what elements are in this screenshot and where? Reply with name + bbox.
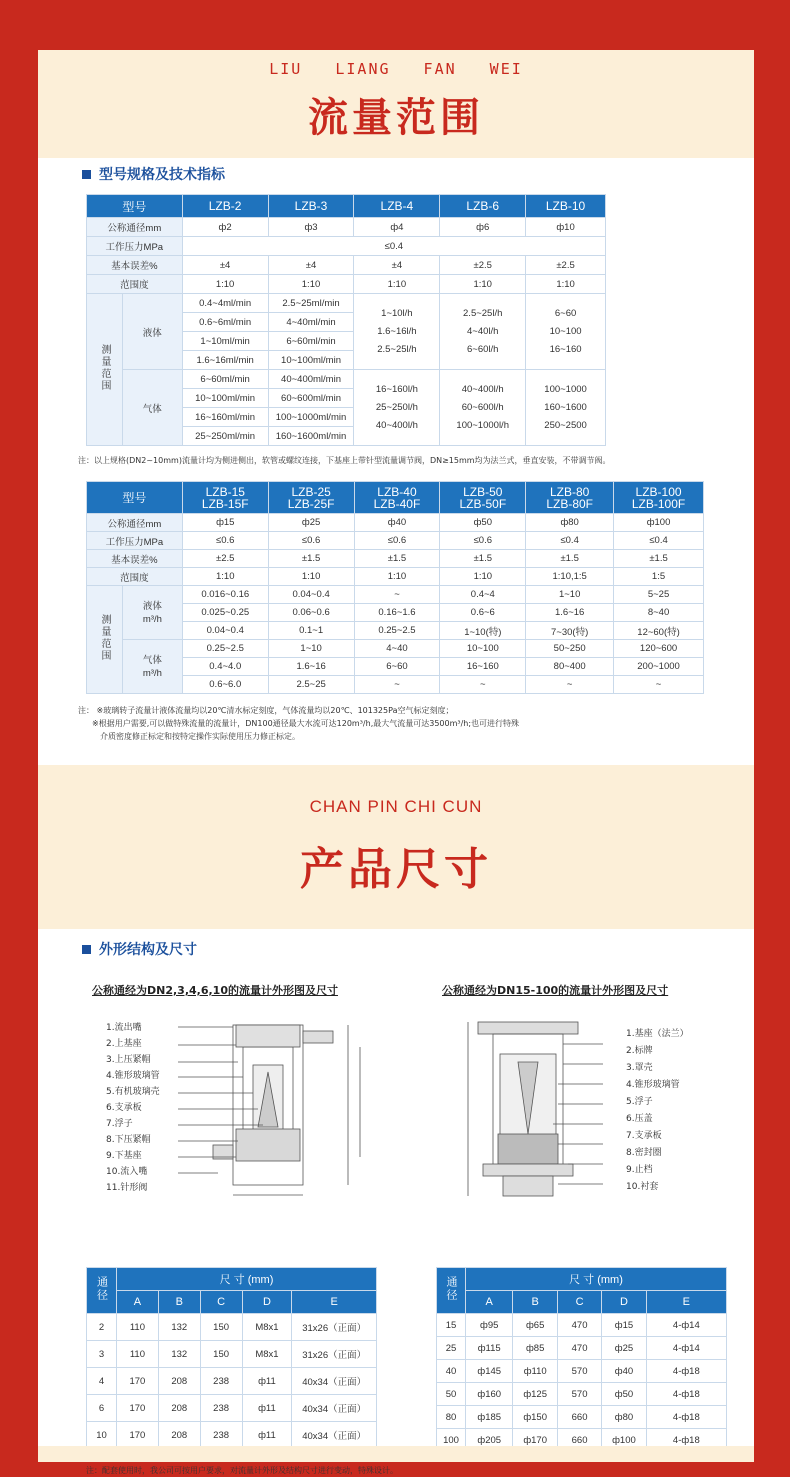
cell: ф3: [268, 218, 354, 237]
section-pinyin: CHAN PIN CHI CUN: [309, 797, 483, 816]
cell: 1:5: [614, 568, 704, 586]
section-pinyin: LIU LIANG FAN WEI: [269, 60, 523, 78]
cell: 170: [116, 1395, 158, 1422]
cell: ~: [354, 586, 440, 604]
header-cell: LZB-6: [440, 195, 526, 218]
cell: 208: [158, 1368, 200, 1395]
cell: 160~1600ml/min: [268, 427, 354, 446]
part-label: 2.标牌: [626, 1046, 653, 1056]
cell: ф185: [466, 1406, 513, 1429]
cell: 50~250: [526, 640, 614, 658]
cell: 1:10: [354, 275, 440, 294]
cell: 16~160ml/min: [182, 408, 268, 427]
cell: 4: [87, 1368, 117, 1395]
table-row: [87, 370, 606, 389]
cell: ≤0.4: [526, 532, 614, 550]
cell: 170: [116, 1368, 158, 1395]
cell: 1:10: [354, 568, 440, 586]
cell: 0.04~0.4: [182, 622, 268, 640]
header-cell: LZB-25 LZB-25F: [268, 482, 354, 514]
part-label: 8.下压紧帽: [106, 1135, 151, 1145]
spec-heading: [82, 164, 714, 184]
table-row: [437, 1337, 727, 1360]
dimension-table-small: [86, 1267, 377, 1449]
table-row: [87, 218, 606, 237]
cell: ф50: [440, 514, 526, 532]
cell: 40~400l/h 60~600l/h 100~1000l/h: [440, 370, 526, 446]
part-label: 11.针形阀: [106, 1183, 148, 1193]
right-parts-list: [626, 1026, 689, 1196]
part-label: 10.流入嘴: [106, 1167, 148, 1177]
cell: 2: [87, 1314, 117, 1341]
cell: 110: [116, 1314, 158, 1341]
cell: 2.5~25: [268, 676, 354, 694]
cell: 4-ф14: [646, 1337, 726, 1360]
cell: 0.016~0.16: [182, 586, 268, 604]
cell: 3: [87, 1341, 117, 1368]
part-label: 6.支承板: [106, 1103, 142, 1113]
header-cell: LZB-3: [268, 195, 354, 218]
cell: 6~60: [354, 658, 440, 676]
header-cell: LZB-10: [526, 195, 606, 218]
header-cell: D: [242, 1291, 292, 1314]
cell: ф4: [354, 218, 440, 237]
part-label: 2.上基座: [106, 1039, 142, 1049]
header-cell: E: [292, 1291, 377, 1314]
part-label: 1.流出嘴: [106, 1023, 142, 1033]
cell: 238: [200, 1395, 242, 1422]
cell: ≤0.6: [182, 532, 268, 550]
cell: 660: [557, 1406, 601, 1429]
cell: 1.6~16ml/min: [182, 351, 268, 370]
table-row: [87, 1368, 377, 1395]
cell: 0.25~2.5: [182, 640, 268, 658]
cell: ф11: [242, 1422, 292, 1449]
cell: 1~10: [268, 640, 354, 658]
cell: 0.6~6.0: [182, 676, 268, 694]
part-label: 1.基座（法兰）: [626, 1029, 689, 1039]
cell: ~: [440, 676, 526, 694]
row-label: 基本误差%: [87, 256, 183, 275]
cell: 1:10: [526, 275, 606, 294]
cell: ±2.5: [526, 256, 606, 275]
cell: 4-ф18: [646, 1383, 726, 1406]
dimension-table-large: [436, 1267, 727, 1452]
square-bullet-icon: [82, 945, 91, 954]
row-label: 基本误差%: [87, 550, 183, 568]
cell: ±1.5: [526, 550, 614, 568]
cell: ф100: [614, 514, 704, 532]
row-label: 范围度: [87, 275, 183, 294]
cell: 1:10: [268, 568, 354, 586]
cell: 1:10: [440, 568, 526, 586]
part-label: 5.浮子: [626, 1097, 653, 1107]
cell: 1.6~16: [268, 658, 354, 676]
table-row: [437, 1383, 727, 1406]
cell: 40x34（正面）: [292, 1395, 377, 1422]
part-label: 7.支承板: [626, 1131, 662, 1141]
row-label: 工作压力MPa: [87, 532, 183, 550]
cell: 4~40: [354, 640, 440, 658]
header-cell: LZB-40 LZB-40F: [354, 482, 440, 514]
cell: 25: [437, 1337, 466, 1360]
cell: ф150: [513, 1406, 558, 1429]
cell: ±1.5: [268, 550, 354, 568]
liquid-label: 液体 m³/h: [122, 586, 182, 640]
cell: 4-ф14: [646, 1314, 726, 1337]
cell: ±4: [268, 256, 354, 275]
cell: 110: [116, 1341, 158, 1368]
cell: ≤0.6: [268, 532, 354, 550]
cell: 100~1000ml/min: [268, 408, 354, 427]
cell: 0.25~2.5: [354, 622, 440, 640]
small-flowmeter-drawing: [178, 1017, 368, 1202]
header-cell: LZB-15 LZB-15F: [182, 482, 268, 514]
cell: ф2: [182, 218, 268, 237]
cell: 2.5~25l/h 4~40l/h 6~60l/h: [440, 294, 526, 370]
table-header-row: [87, 195, 606, 218]
cell: 1~10ml/min: [182, 332, 268, 351]
cell: ~: [526, 676, 614, 694]
table2-note-2: ※根据用户需要,可以做特殊流量的流量计，DN100通径最大水流可达120m³/h,最大气流量可达3500m³/h;也可进行特殊: [92, 719, 520, 728]
cell: ф205: [466, 1429, 513, 1452]
cell: 0.16~1.6: [354, 604, 440, 622]
cell: ф25: [268, 514, 354, 532]
flow-range-banner: [38, 50, 754, 158]
cell: 5~25: [614, 586, 704, 604]
cell: ф170: [513, 1429, 558, 1452]
cell: 100~1000 160~1600 250~2500: [526, 370, 606, 446]
cell: 1~10l/h 1.6~16l/h 2.5~25l/h: [354, 294, 440, 370]
large-flowmeter-drawing: [458, 1014, 608, 1204]
cell: ф40: [602, 1360, 647, 1383]
header-cell: B: [513, 1291, 558, 1314]
spec-heading-text: 型号规格及技术指标: [99, 167, 225, 183]
table-row: [437, 1314, 727, 1337]
cell: 660: [557, 1429, 601, 1452]
table-row: [87, 568, 704, 586]
cell: 16~160l/h 25~250l/h 40~400l/h: [354, 370, 440, 446]
cell: 470: [557, 1314, 601, 1337]
table-header-row: [437, 1268, 727, 1291]
cell: 7~30(特): [526, 622, 614, 640]
gas-label: 气体 m³/h: [122, 640, 182, 694]
cell: 1:10,1:5: [526, 568, 614, 586]
part-label: 8.密封圈: [626, 1148, 662, 1158]
cell: 0.6~6: [440, 604, 526, 622]
cell: ф25: [602, 1337, 647, 1360]
section-title: 产品尺寸: [300, 844, 492, 895]
cell: ±4: [182, 256, 268, 275]
table-header-row: [87, 1268, 377, 1291]
cell: 0.4~4.0: [182, 658, 268, 676]
table-row: [87, 294, 606, 313]
table-header-row: [87, 1291, 377, 1314]
table-header-row: [87, 482, 704, 514]
cell: 40x34（正面）: [292, 1368, 377, 1395]
dimensions-banner: [38, 765, 754, 929]
cell: 12~60(特): [614, 622, 704, 640]
cell: 0.06~0.6: [268, 604, 354, 622]
cell: 1:10: [268, 275, 354, 294]
cell: 150: [200, 1314, 242, 1341]
cell: 10~100ml/min: [268, 351, 354, 370]
table-row: [87, 1422, 377, 1449]
cell: 0.4~4: [440, 586, 526, 604]
header-cell: E: [646, 1291, 726, 1314]
table2-note-3: 介质密度修正标定和按特定操作实际使用压力修正标定。: [100, 732, 300, 741]
cell: M8x1: [242, 1341, 292, 1368]
cell: 10~100: [440, 640, 526, 658]
part-label: 5.有机玻璃壳: [106, 1087, 160, 1097]
cell: ф110: [513, 1360, 558, 1383]
cell: ф85: [513, 1337, 558, 1360]
cell: 16~160: [440, 658, 526, 676]
part-label: 4.锥形玻璃管: [626, 1080, 680, 1090]
cell: 15: [437, 1314, 466, 1337]
cell: 1:10: [182, 275, 268, 294]
part-label: 9.下基座: [106, 1151, 142, 1161]
cell: ф6: [440, 218, 526, 237]
cell: 238: [200, 1368, 242, 1395]
cell: 40: [437, 1360, 466, 1383]
cell: ф100: [602, 1429, 647, 1452]
corner-header: 通径: [87, 1268, 117, 1314]
table-header-row: [437, 1291, 727, 1314]
square-bullet-icon: [82, 170, 91, 179]
cell: ф80: [602, 1406, 647, 1429]
cell: 2.5~25ml/min: [268, 294, 354, 313]
header-cell: LZB-4: [354, 195, 440, 218]
cell: ф115: [466, 1337, 513, 1360]
cell: 10: [87, 1422, 117, 1449]
cell: M8x1: [242, 1314, 292, 1341]
part-label: 4.锥形玻璃管: [106, 1071, 160, 1081]
left-diagram-caption: 公称通经为DN2,3,4,6,10的流量计外形图及尺寸: [92, 984, 338, 997]
cell: 1:10: [182, 568, 268, 586]
header-cell: LZB-80 LZB-80F: [526, 482, 614, 514]
cell: 1:10: [440, 275, 526, 294]
header-cell: 尺 寸 (mm): [466, 1268, 727, 1291]
row-label: 公称通径mm: [87, 218, 183, 237]
cell: ф145: [466, 1360, 513, 1383]
cell: 1~10: [526, 586, 614, 604]
cell: 31x26（正面）: [292, 1341, 377, 1368]
cell: 150: [200, 1341, 242, 1368]
table-row: [87, 1341, 377, 1368]
cell: 8~40: [614, 604, 704, 622]
cell: 208: [158, 1395, 200, 1422]
table-row: [437, 1360, 727, 1383]
part-label: 3.上压紧帽: [106, 1055, 151, 1065]
table-row: [87, 275, 606, 294]
dim-heading: [82, 939, 197, 959]
table-row: [87, 1314, 377, 1341]
cell: ±1.5: [440, 550, 526, 568]
row-label: 范围度: [87, 568, 183, 586]
cell: 1~10(特): [440, 622, 526, 640]
cell: 40~400ml/min: [268, 370, 354, 389]
cell: 170: [116, 1422, 158, 1449]
cell: 0.4~4ml/min: [182, 294, 268, 313]
cell: ±1.5: [354, 550, 440, 568]
spec-table-large: [86, 481, 704, 694]
cell: 0.025~0.25: [182, 604, 268, 622]
header-cell: C: [200, 1291, 242, 1314]
cell: ≤0.4: [614, 532, 704, 550]
dim-heading-text: 外形结构及尺寸: [99, 942, 197, 958]
cell: ±2.5: [182, 550, 268, 568]
table-row: [87, 256, 606, 275]
table1-note: 注：以上规格(DN2~10mm)流量计均为侧进侧出，软管或螺纹连接，下基座上带针型流量调节阀，DN≥15mm均为法兰式，垂直安装，不带调节阀。: [78, 456, 611, 465]
cell: 120~600: [614, 640, 704, 658]
cell: 4-ф18: [646, 1360, 726, 1383]
cell: 200~1000: [614, 658, 704, 676]
table-row: [87, 532, 704, 550]
header-cell: D: [602, 1291, 647, 1314]
header-cell: LZB-2: [182, 195, 268, 218]
section-title: 流量范围: [308, 94, 484, 141]
cell: 0.1~1: [268, 622, 354, 640]
header-cell: LZB-50 LZB-50F: [440, 482, 526, 514]
cell: 60~600ml/min: [268, 389, 354, 408]
cell: 80: [437, 1406, 466, 1429]
header-cell: A: [466, 1291, 513, 1314]
part-label: 7.浮子: [106, 1119, 133, 1129]
cell: 40x34（正面）: [292, 1422, 377, 1449]
left-parts-list: [106, 1020, 160, 1196]
cell: 1.6~16: [526, 604, 614, 622]
part-label: 3.罩壳: [626, 1063, 653, 1073]
right-diagram-caption: 公称通经为DN15-100的流量计外形图及尺寸: [442, 984, 669, 997]
cell: ≤0.6: [440, 532, 526, 550]
cell: 80~400: [526, 658, 614, 676]
cell: 6~60ml/min: [182, 370, 268, 389]
cell: 470: [557, 1337, 601, 1360]
cell: 6: [87, 1395, 117, 1422]
measure-range-label: 测量范围: [87, 294, 123, 446]
table2-note-1: 注： ※玻璃转子流量计液体流量均以20℃清水标定刻度，气体流量均以20℃、101325Pa空气标定刻度；: [78, 706, 454, 715]
cell: ф15: [182, 514, 268, 532]
header-cell: A: [116, 1291, 158, 1314]
cell: ~: [354, 676, 440, 694]
cell: 238: [200, 1422, 242, 1449]
cell: 100: [437, 1429, 466, 1452]
table-row: [87, 514, 704, 532]
header-cell: B: [158, 1291, 200, 1314]
table-row: [87, 550, 704, 568]
spec-table-small: [86, 194, 606, 446]
part-label: 9.止档: [626, 1165, 653, 1175]
content-page: [38, 50, 754, 1475]
cell: ф15: [602, 1314, 647, 1337]
cell: 0.6~6ml/min: [182, 313, 268, 332]
cell: 132: [158, 1314, 200, 1341]
table-row: [437, 1406, 727, 1429]
corner-header: 通径: [437, 1268, 466, 1314]
table-row: [87, 1395, 377, 1422]
cell: ±1.5: [614, 550, 704, 568]
cell: 4~40ml/min: [268, 313, 354, 332]
cell: ф50: [602, 1383, 647, 1406]
header-cell: 型号: [87, 195, 183, 218]
header-cell: 型号: [87, 482, 183, 514]
cell: ≤0.6: [354, 532, 440, 550]
header-cell: LZB-100 LZB-100F: [614, 482, 704, 514]
cell: ±2.5: [440, 256, 526, 275]
cell: ф80: [526, 514, 614, 532]
cell: 50: [437, 1383, 466, 1406]
table-row: [87, 586, 704, 604]
cell: ф95: [466, 1314, 513, 1337]
cell: 6~60 10~100 16~160: [526, 294, 606, 370]
cell: ф11: [242, 1395, 292, 1422]
footnote: 注：配套使用时，我公司可按用户要求，对流量计外形及结构尺寸进行变动，特殊设计。: [86, 1466, 398, 1475]
cell: 570: [557, 1360, 601, 1383]
cell: ф160: [466, 1383, 513, 1406]
cell: 25~250ml/min: [182, 427, 268, 446]
dimensions-section: [38, 929, 754, 1475]
cell: 570: [557, 1383, 601, 1406]
header-cell: C: [557, 1291, 601, 1314]
row-label: 公称通径mm: [87, 514, 183, 532]
table-row: [87, 237, 606, 256]
bottom-band: [38, 1446, 754, 1462]
part-label: 6.压盖: [626, 1114, 653, 1124]
cell: ±4: [354, 256, 440, 275]
measure-range-label: 测量范围: [87, 586, 123, 694]
cell: ф65: [513, 1314, 558, 1337]
part-label: 10.衬套: [626, 1182, 659, 1192]
cell: ф10: [526, 218, 606, 237]
table-row: [87, 640, 704, 658]
cell: ф11: [242, 1368, 292, 1395]
cell: 4-ф18: [646, 1429, 726, 1452]
cell: 10~100ml/min: [182, 389, 268, 408]
cell: 208: [158, 1422, 200, 1449]
header-cell: 尺 寸 (mm): [116, 1268, 376, 1291]
cell: ф125: [513, 1383, 558, 1406]
cell: 0.04~0.4: [268, 586, 354, 604]
cell: ≤0.4: [182, 237, 605, 256]
cell: ~: [614, 676, 704, 694]
cell: 132: [158, 1341, 200, 1368]
gas-label: 气体: [122, 370, 182, 446]
cell: 31x26（正面）: [292, 1314, 377, 1341]
cell: 6~60ml/min: [268, 332, 354, 351]
liquid-label: 液体: [122, 294, 182, 370]
cell: ф40: [354, 514, 440, 532]
cell: 4-ф18: [646, 1406, 726, 1429]
row-label: 工作压力MPa: [87, 237, 183, 256]
